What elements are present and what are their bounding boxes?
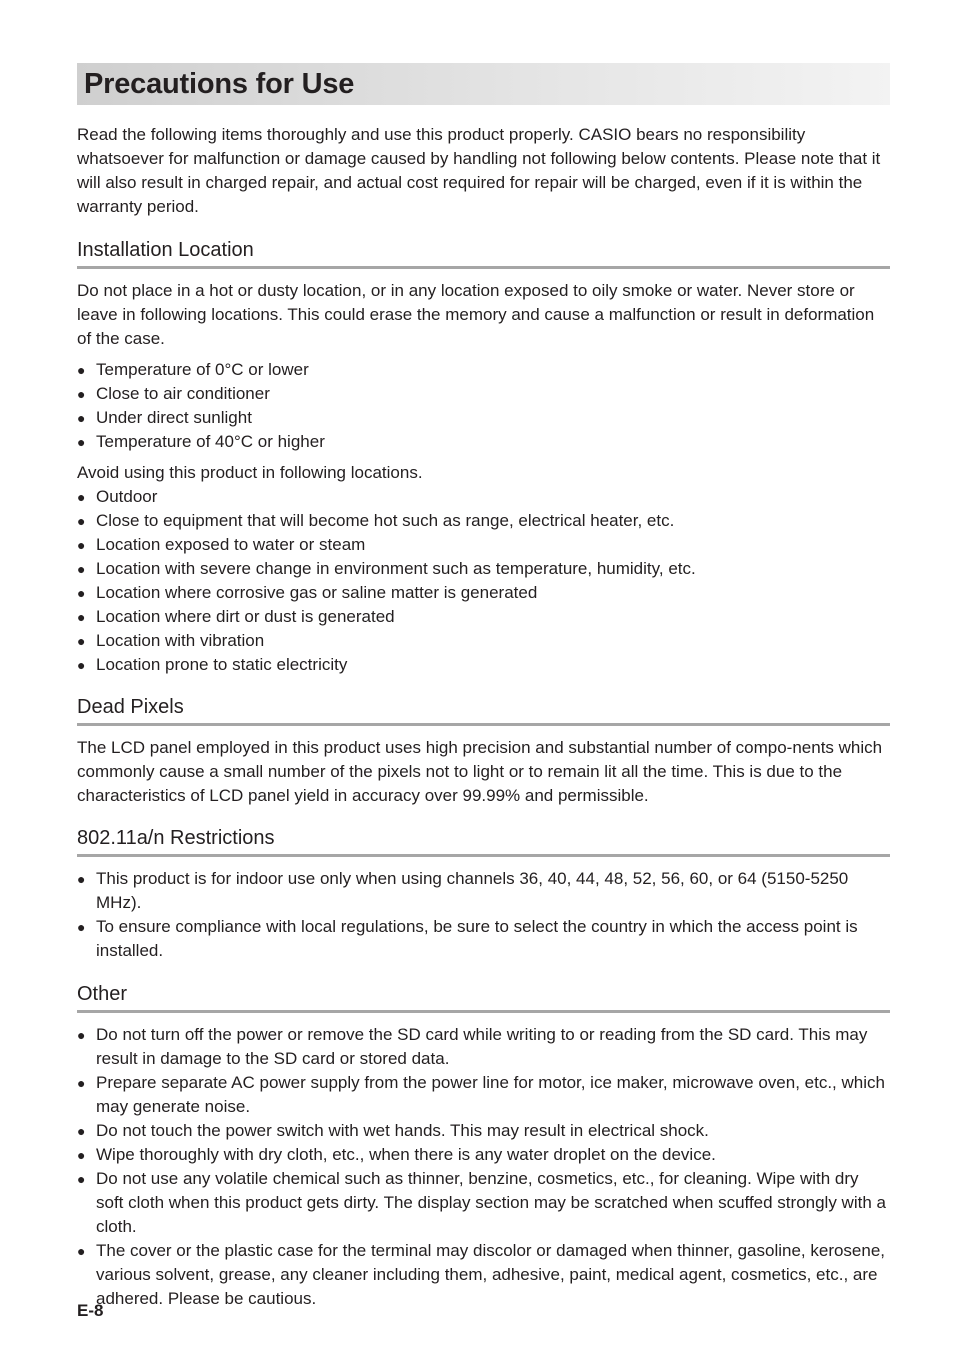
installation-list (77, 358, 890, 454)
list-item (77, 382, 890, 406)
list-item (77, 653, 890, 677)
bullet-icon: ● (77, 386, 86, 402)
list-item-text: Wipe thoroughly with dry cloth, etc., when there is any water droplet on the device. (96, 1145, 716, 1164)
list-item (77, 358, 890, 382)
other-section (77, 982, 890, 1311)
list-item (77, 430, 890, 454)
list-item-text: Location where dirt or dust is generated (96, 607, 395, 626)
list-item (77, 915, 890, 963)
bullet-icon: ● (77, 489, 86, 505)
installation-section (77, 238, 890, 677)
list-item-text: Under direct sunlight (96, 408, 252, 427)
section-heading-installation: Installation Location (77, 238, 890, 269)
list-item (77, 406, 890, 430)
bullet-icon: ● (77, 1171, 86, 1187)
list-item-text: Location with vibration (96, 631, 265, 650)
list-item-text: Close to equipment that will become hot such as range, electrical heater, etc. (96, 511, 675, 530)
list-item-text: Location prone to static electricity (96, 655, 348, 674)
list-item-text: Do not use any volatile chemical such as thinner, benzine, cosmetics, etc., for cleaning. Wipe with dry soft cloth when this product gets dirty. The display section may be scratched when scuffed strongly with a cloth. (96, 1169, 886, 1236)
list-item (77, 1167, 890, 1239)
dead-pixels-paragraph: The LCD panel employed in this product uses high precision and substantial number of compo-nents which commonly cause a small number of the pixels not to light or to remain lit all the time. This is due to the characteristics of LCD panel yield in accuracy over 99.99% and permissible. (77, 738, 883, 805)
intro-paragraph: Read the following items thoroughly and use this product properly. CASIO bears no responsibility whatsoever for malfunction or damage caused by handling not following below contents. Please note that it will also result in charged repair, and actual cost required for repair will be charged, even if it is within the warranty period. (77, 125, 881, 216)
list-item (77, 1071, 890, 1119)
list-item-text: Do not touch the power switch with wet hands. This may result in electrical shock. (96, 1121, 709, 1140)
other-list (77, 1023, 890, 1311)
list-item (77, 629, 890, 653)
bullet-icon: ● (77, 513, 86, 529)
bullet-icon: ● (77, 1027, 86, 1043)
list-item (77, 581, 890, 605)
bullet-icon: ● (77, 410, 86, 426)
list-item-text: Location with severe change in environment such as temperature, humidity, etc. (96, 559, 696, 578)
list-item-text: Do not turn off the power or remove the SD card while writing to or reading from the SD card. This may result in damage to the SD card or stored data. (96, 1025, 868, 1068)
section-heading-other: Other (77, 982, 890, 1013)
list-item (77, 1143, 890, 1167)
bullet-icon: ● (77, 1075, 86, 1091)
bullet-icon: ● (77, 362, 86, 378)
bullet-icon: ● (77, 609, 86, 625)
list-item (77, 1023, 890, 1071)
list-item-text: The cover or the plastic case for the terminal may discolor or damaged when thinner, gasoline, kerosene, various solvent, grease, any cleaner including them, adhesive, paint, medical agent, cosmetics, etc., are adhered. Please be cautious. (96, 1241, 886, 1308)
avoid-list (77, 485, 890, 677)
wifi-list (77, 867, 890, 963)
bullet-icon: ● (77, 871, 86, 887)
section-heading-wifi: 802.11a/n Restrictions (77, 826, 890, 857)
avoid-paragraph: Avoid using this product in following locations. (77, 463, 423, 482)
bullet-icon: ● (77, 585, 86, 601)
bullet-icon: ● (77, 919, 86, 935)
list-item (77, 1239, 890, 1311)
list-item (77, 605, 890, 629)
list-item (77, 1119, 890, 1143)
bullet-icon: ● (77, 633, 86, 649)
bullet-icon: ● (77, 1147, 86, 1163)
title-bar (77, 63, 890, 105)
list-item-text: Prepare separate AC power supply from the power line for motor, ice maker, microwave oven, etc., which may generate noise. (96, 1073, 885, 1116)
list-item-text: This product is for indoor use only when using channels 36, 40, 44, 48, 52, 56, 60, or 64 (5150-5250 MHz). (96, 869, 849, 912)
installation-paragraph: Do not place in a hot or dusty location, or in any location exposed to oily smoke or water. Never store or leave in following locations. This could erase the memory and cause a malfunction or result in deformation of the case. (77, 281, 875, 348)
list-item-text: Temperature of 0°C or lower (96, 360, 309, 379)
bullet-icon: ● (77, 561, 86, 577)
bullet-icon: ● (77, 434, 86, 450)
list-item-text: Temperature of 40°C or higher (96, 432, 325, 451)
dead-pixels-section (77, 695, 890, 808)
section-heading-dead-pixels: Dead Pixels (77, 695, 890, 726)
list-item (77, 485, 890, 509)
page-number: E-8 (77, 1301, 104, 1320)
bullet-icon: ● (77, 1243, 86, 1259)
bullet-icon: ● (77, 537, 86, 553)
list-item (77, 533, 890, 557)
list-item-text: To ensure compliance with local regulations, be sure to select the country in which the access point is installed. (96, 917, 858, 960)
bullet-icon: ● (77, 1123, 86, 1139)
document-page (77, 63, 890, 1311)
list-item-text: Close to air conditioner (96, 384, 270, 403)
list-item-text: Outdoor (96, 487, 158, 506)
list-item-text: Location exposed to water or steam (96, 535, 366, 554)
list-item (77, 557, 890, 581)
page-title: Precautions for Use (84, 67, 355, 100)
list-item (77, 509, 890, 533)
wifi-section (77, 826, 890, 963)
list-item-text: Location where corrosive gas or saline matter is generated (96, 583, 538, 602)
bullet-icon: ● (77, 657, 86, 673)
list-item (77, 867, 890, 915)
